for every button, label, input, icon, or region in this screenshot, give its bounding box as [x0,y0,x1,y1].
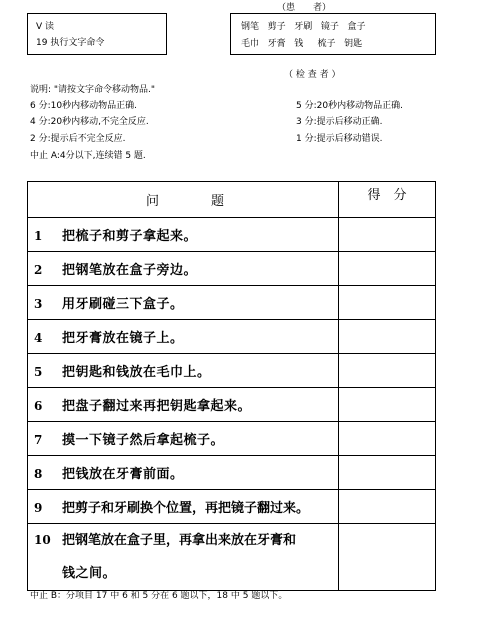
question-number: 7 [34,433,43,447]
item: 剪子 [267,22,286,32]
items-box [230,13,436,55]
stop-rule-a: 中止 A:4分以下,连续错 5 题. [30,151,146,161]
question-number: 6 [34,399,43,413]
table-row [28,320,436,354]
question-number: 5 [34,365,43,379]
question-text-line2: 钱之间。 [62,566,117,581]
table-row [28,524,436,591]
instructions-intro: 说明: "请按文字命令移动物品." [30,85,156,95]
score-cell[interactable] [339,456,436,490]
score-cell[interactable] [339,422,436,456]
score-cell[interactable] [339,286,436,320]
table-row [28,490,436,524]
score-2-desc: 2 分:提示后不完全反应. [30,134,126,144]
question-table [27,181,436,591]
item: 牙膏 [267,39,286,49]
table-row [28,252,436,286]
question-text: 把剪子和牙刷换个位置，再把镜子翻过来。 [62,501,310,516]
question-text: 摸一下镜子然后拿起梳子。 [62,433,225,448]
score-cell[interactable] [339,354,436,388]
question-number: 9 [34,501,43,515]
question-text: 把钥匙和钱放在毛巾上。 [62,365,211,380]
score-cell[interactable] [339,320,436,354]
score-6-desc: 6 分:10秒内移动物品正确. [30,101,137,111]
table-header [28,182,436,218]
table-row [28,456,436,490]
question-number: 4 [34,331,43,345]
table-row [28,286,436,320]
question-text: 把钱放在牙膏前面。 [62,467,184,482]
score-5-desc: 5 分:20秒内移动物品正确. [296,101,403,111]
score-cell[interactable] [339,252,436,286]
section-box [27,13,167,55]
table-row [28,422,436,456]
question-number: 10 [34,533,51,547]
question-text: 把钢笔放在盒子旁边。 [62,263,198,278]
score-4-desc: 4 分:20秒内移动,不完全反应. [30,117,149,127]
question-number: 3 [34,297,43,311]
question-text-line1: 把钢笔放在盒子里，再拿出来放在牙膏和 [62,533,297,548]
items-row-2 [241,39,362,50]
question-text: 把盘子翻过来再把钥匙拿起来。 [62,399,252,414]
section-title: V 读 [36,22,55,32]
table-row [28,218,436,252]
table-row [28,354,436,388]
header-score: 得 分 [339,182,436,218]
subsection-title: 19 执行文字命令 [36,38,105,48]
header-question: 问 题 [28,182,339,218]
question-text: 把梳子和剪子拿起来。 [62,229,198,244]
item: 梳子 [317,39,336,49]
item: 牙刷 [294,22,313,32]
item: 镜子 [320,22,339,32]
question-number: 1 [34,229,43,243]
question-number: 8 [34,467,43,481]
question-number: 2 [34,263,43,277]
patient-label: （患 者） [277,3,332,13]
stop-rule-b: 中止 B：分项目 17 中 6 和 5 分在 6 题以下，18 中 5 题以下。 [30,591,288,601]
items-row-1 [241,22,365,33]
checker-label: （ 检 查 者 ） [284,70,341,80]
item: 钢笔 [241,22,260,32]
score-3-desc: 3 分:提示后移动正确. [296,117,383,127]
item: 钥匙 [344,39,363,49]
score-cell[interactable] [339,524,436,591]
score-cell[interactable] [339,490,436,524]
question-text: 把牙膏放在镜子上。 [62,331,184,346]
question-text: 用牙刷碰三下盒子。 [62,297,184,312]
score-cell[interactable] [339,388,436,422]
item: 毛巾 [241,39,260,49]
table-row [28,388,436,422]
item: 盒子 [347,22,366,32]
score-1-desc: 1 分:提示后移动错误. [296,134,383,144]
item: 钱 [294,39,304,49]
score-cell[interactable] [339,218,436,252]
